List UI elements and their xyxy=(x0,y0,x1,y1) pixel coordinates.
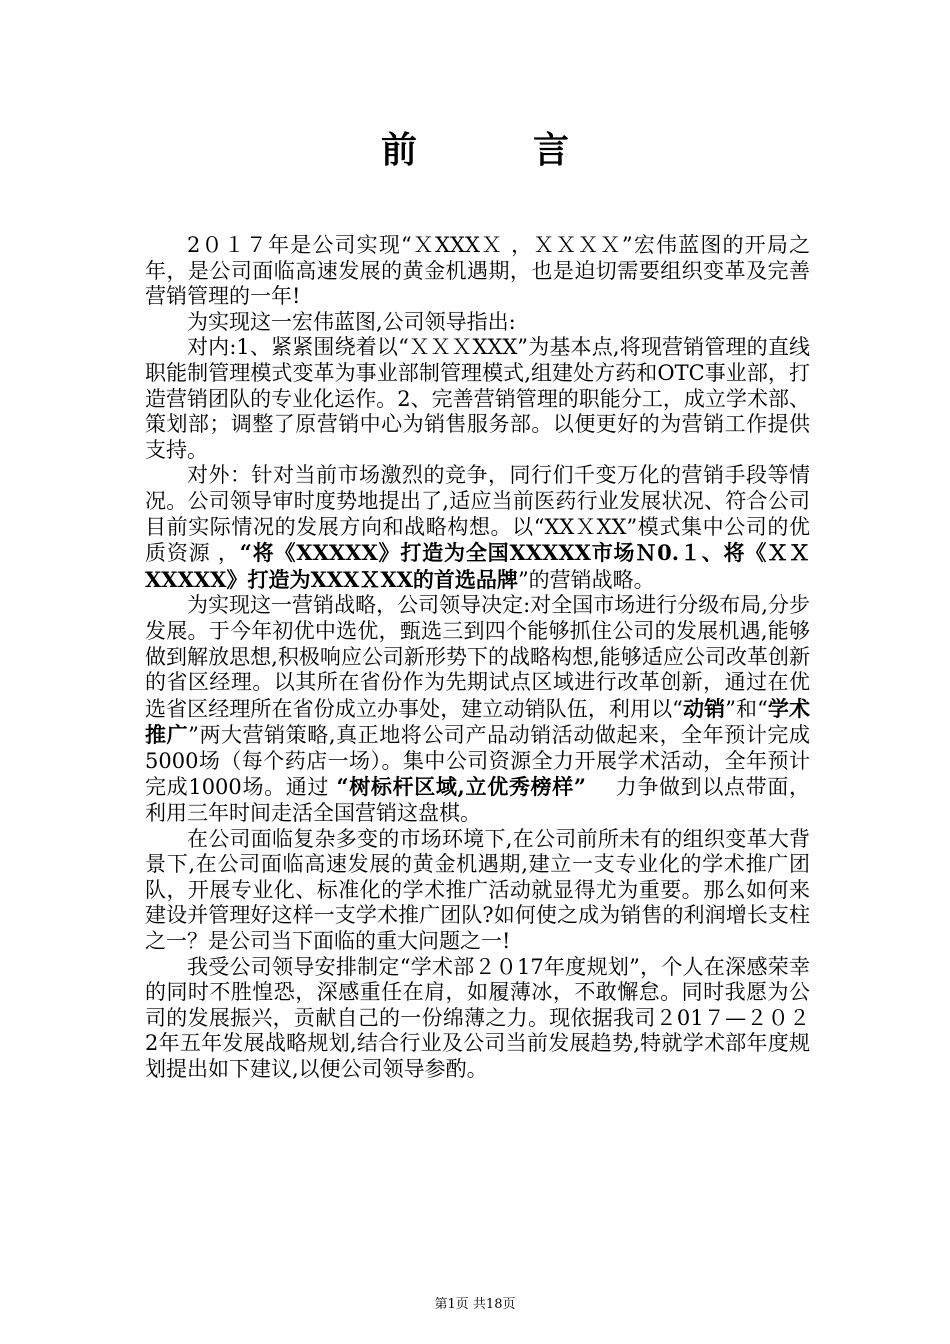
paragraph-3 xyxy=(145,335,810,463)
paragraph-5-text-c: ”两大营销策略,真正地将公司产品动销活动做起来，全年预计完成5000场（每个药店一场）。集中公司资源全力开展学术活动，全年预计完成1000场。通过 xyxy=(145,723,810,800)
paragraph-2-text: 为实现这一宏伟蓝图,公司领导指出: xyxy=(187,309,516,334)
paragraph-4 xyxy=(145,463,810,593)
page-footer: 第1页 共18页 xyxy=(434,1297,516,1312)
document-title: 前 言 xyxy=(380,129,609,171)
paragraph-5-text-b: ”和“ xyxy=(725,696,768,721)
paragraph-4-text-a: 对外：针对当前市场激烈的竞争，同行们千变万化的营销手段等情况。公司领导审时度势地提出了,适应当前医药行业发展状况、符合公司目前实际情况的发展方向和战略构想。以“XXＸXX”模式集中公司的优质资源 ， xyxy=(145,463,810,566)
paragraph-4-strategy-bold: “将《XXXXX》打造为全国XXXXX市场Ｎ0.１、将《ＸＸXXXXX》打造为XXXＸXX的首选品牌 xyxy=(145,540,810,592)
paragraph-6 xyxy=(145,827,810,955)
paragraph-5-text-d: 力争做到以点带面，利用三年时间走活全国营销这盘棋。 xyxy=(145,775,810,826)
paragraph-5 xyxy=(145,593,810,826)
document-body xyxy=(145,233,810,1083)
paragraph-5-bold-xueshu: 学术推广 xyxy=(145,695,811,748)
paragraph-5-bold-dongxiao: 动销 xyxy=(682,695,726,721)
paragraph-5-bold-biaogan: “树标杆区域,立优秀榜样” xyxy=(336,774,586,800)
paragraph-7-text: 我受公司领导安排制定“学术部２０17年度规划”，个人在深感荣幸的同时不胜惶恐，深感重任在肩，如履薄冰，不敢懈怠。同时我愿为公司的发展振兴，贡献自己的一份绵薄之力。现依据我司２01７—２０２2年五年发展战略规划,结合行业及公司当前发展趋势,特就学术部年度规划提出如下建议,以便公司领导参酌。 xyxy=(145,954,810,1081)
paragraph-7 xyxy=(145,955,810,1083)
paragraph-1-text: 2０１７年是公司实现“ＸXXXＸ ，ＸＸＸＸ”宏伟蓝图的开局之年，是公司面临高速发展的黄金机遇期，也是迫切需要组织变革及完善营销管理的一年! xyxy=(145,233,810,309)
paragraph-1 xyxy=(145,233,810,310)
paragraph-5-text-a: 为实现这一营销战略，公司领导决定:对全国市场进行分级布局,分步发展。于今年初优中选优，甄选三到四个能够抓住公司的发展机遇,能够做到解放思想,积极响应公司新形势下的战略构想,能够适应公司改革创新的省区经理。以其所在省份作为先期试点区域进行改革创新，通过在优选省区经理所在省份成立办事处，建立动销队伍，利用以“ xyxy=(145,593,810,721)
paragraph-2 xyxy=(145,310,810,336)
paragraph-4-text-b: ”的营销战略。 xyxy=(517,567,655,592)
paragraph-6-text: 在公司面临复杂多变的市场环境下,在公司前所未有的组织变革大背景下,在公司面临高速发展的黄金机遇期,建立一支专业化的学术推广团队，开展专业化、标准化的学术推广活动就显得尤为重要。那么如何来建设并管理好这样一支学术推广团队?如何使之成为销售的利润增长支柱之一？是公司当下面临的重大问题之一! xyxy=(145,826,810,954)
paragraph-3-text: 对内:1、紧紧围绕着以“ＸＸＸXXX”为基本点,将现营销管理的直线职能制管理模式变革为事业部制管理模式,组建处方药和OTC事业部，打造营销团队的专业化运作。2、完善营销管理的职能分工，成立学术部、策划部；调整了原营销中心为销售服务部。以便更好的为营销工作提供支持。 xyxy=(145,335,810,462)
